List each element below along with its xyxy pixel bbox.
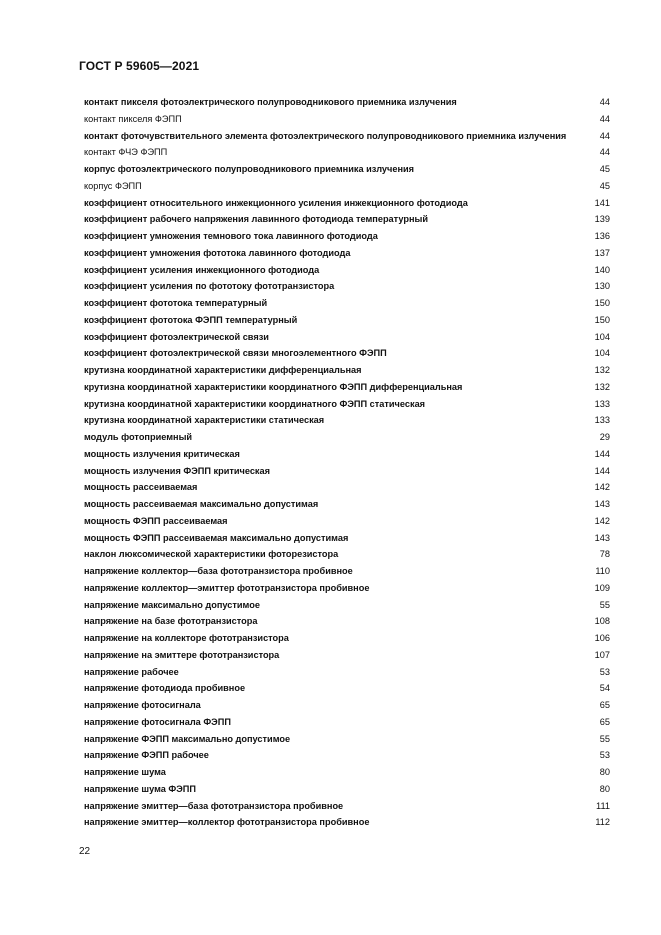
index-page-number: 139 <box>594 214 610 225</box>
index-page-number: 44 <box>599 147 610 158</box>
index-entry <box>84 144 610 161</box>
index-page-number: 45 <box>599 180 610 191</box>
index-entry <box>84 530 610 547</box>
index-page-number: 80 <box>599 767 610 777</box>
index-term: напряжение эмиттер—коллектор фототранзистора пробивное <box>84 817 370 828</box>
index-term: контакт пикселя ФЭПП <box>84 113 182 124</box>
index-entry <box>84 161 610 178</box>
index-term: крутизна координатной характеристики дифференциальная <box>84 365 362 375</box>
index-page-number: 136 <box>594 231 610 241</box>
index-term: напряжение фотосигнала ФЭПП <box>84 716 231 727</box>
index-page-number: 53 <box>599 750 610 761</box>
index-page-number: 55 <box>599 599 610 610</box>
index-entry <box>84 714 610 731</box>
index-page-number: 130 <box>594 281 610 292</box>
index-entry <box>84 563 610 580</box>
index-page-number: 65 <box>599 716 610 727</box>
index-term: мощность рассеиваемая максимально допустимая <box>84 499 319 509</box>
index-term: напряжение коллектор—эмиттер фототранзистора пробивное <box>84 582 370 593</box>
index-entry <box>84 630 610 647</box>
index-term: контакт пикселя фотоэлектрического полупроводникового приемника излучения <box>84 97 457 107</box>
index-entry <box>84 262 610 279</box>
index-entry <box>84 814 610 831</box>
index-page-number: 144 <box>594 465 610 476</box>
index-entry <box>84 195 610 212</box>
index-page-number: 133 <box>594 415 610 426</box>
index-page-number: 107 <box>594 649 610 660</box>
index-term: напряжение шума <box>84 767 166 777</box>
index-page-number: 150 <box>594 314 610 325</box>
index-page-number: 137 <box>594 247 610 258</box>
index-term: напряжение рабочее <box>84 666 179 677</box>
index-term: напряжение на базе фототранзистора <box>84 616 258 627</box>
index-term: коэффициент умножения темнового тока лавинного фотодиода <box>84 231 378 241</box>
index-term: напряжение ФЭПП максимально допустимое <box>84 733 291 744</box>
index-page-number: 29 <box>599 432 610 442</box>
index-term: модуль фотоприемный <box>84 432 193 442</box>
index-term: коэффициент рабочего напряжения лавинного фотодиода температурный <box>84 214 429 225</box>
index-page-number: 65 <box>599 700 610 710</box>
index-entry <box>84 245 610 262</box>
index-term: мощность излучения ФЭПП критическая <box>84 465 271 476</box>
index-page-number: 80 <box>599 783 610 794</box>
index-page-number: 112 <box>595 817 610 828</box>
index-page-number: 132 <box>594 381 610 392</box>
index-entry <box>84 781 610 798</box>
index-term: коэффициент фотоэлектрической связи <box>84 331 269 342</box>
index-entry <box>84 496 610 513</box>
index-term: напряжение фотодиода пробивное <box>84 683 246 694</box>
index-term: мощность ФЭПП рассеиваемая <box>84 515 228 526</box>
index-page-number: 78 <box>599 549 610 560</box>
index-entry <box>84 178 610 195</box>
index-list <box>84 94 610 831</box>
index-term: коэффициент фототока ФЭПП температурный <box>84 314 298 325</box>
page-header: ГОСТ Р 59605—2021 <box>79 59 200 73</box>
index-page-number: 133 <box>594 398 610 409</box>
index-term: коэффициент фотоэлектрической связи многоэлементного ФЭПП <box>84 348 387 359</box>
index-entry <box>84 764 610 781</box>
index-term: мощность ФЭПП рассеиваемая максимально допустимая <box>84 532 349 543</box>
index-page-number: 44 <box>599 97 610 107</box>
index-term: контакт ФЧЭ ФЭПП <box>84 147 168 158</box>
index-entry <box>84 228 610 245</box>
index-term: крутизна координатной характеристики статическая <box>84 415 325 426</box>
index-page-number: 53 <box>599 666 610 677</box>
index-entry <box>84 613 610 630</box>
index-term: напряжение фотосигнала <box>84 700 201 710</box>
index-term: наклон люксомической характеристики фоторезистора <box>84 549 339 560</box>
index-term: крутизна координатной характеристики координатного ФЭПП статическая <box>84 398 426 409</box>
index-page-number: 55 <box>599 733 610 744</box>
index-page-number: 132 <box>594 365 610 375</box>
index-term: напряжение эмиттер—база фототранзистора пробивное <box>84 800 344 811</box>
index-term: контакт фоточувствительного элемента фотоэлектрического полупроводникового приемника излучения <box>84 130 567 141</box>
index-page-number: 142 <box>594 482 610 493</box>
page-number: 22 <box>79 846 91 857</box>
index-entry <box>84 278 610 295</box>
index-entry <box>84 664 610 681</box>
index-entry <box>84 412 610 429</box>
index-page-number: 142 <box>594 515 610 526</box>
index-term: коэффициент фототока температурный <box>84 298 268 308</box>
index-term: напряжение максимально допустимое <box>84 599 260 610</box>
index-entry <box>84 580 610 597</box>
index-entry <box>84 362 610 379</box>
index-page-number: 104 <box>594 348 610 359</box>
index-term: мощность излучения критическая <box>84 448 240 459</box>
index-entry <box>84 211 610 228</box>
index-entry <box>84 731 610 748</box>
index-entry <box>84 513 610 530</box>
index-entry <box>84 697 610 714</box>
index-entry <box>84 647 610 664</box>
index-term: напряжение ФЭПП рабочее <box>84 750 209 761</box>
index-entry <box>84 94 610 111</box>
index-entry <box>84 128 610 145</box>
index-entry <box>84 463 610 480</box>
index-entry <box>84 479 610 496</box>
index-term: коэффициент усиления инжекционного фотодиода <box>84 264 320 275</box>
index-term: напряжение на эмиттере фототранзистора <box>84 649 280 660</box>
index-page-number: 143 <box>594 532 610 543</box>
index-term: напряжение шума ФЭПП <box>84 783 196 794</box>
index-page-number: 106 <box>594 633 610 643</box>
index-entry <box>84 680 610 697</box>
index-page-number: 150 <box>594 298 610 308</box>
index-term: напряжение коллектор—база фототранзистора пробивное <box>84 566 353 576</box>
index-page-number: 144 <box>594 448 610 459</box>
index-page-number: 54 <box>599 683 610 694</box>
index-entry <box>84 798 610 815</box>
index-page-number: 109 <box>594 582 610 593</box>
index-page-number: 143 <box>594 499 610 509</box>
index-entry <box>84 396 610 413</box>
index-page-number: 111 <box>596 800 610 811</box>
index-entry <box>84 747 610 764</box>
index-page-number: 140 <box>594 264 610 275</box>
index-term: коэффициент умножения фототока лавинного фотодиода <box>84 247 351 258</box>
index-term: коэффициент относительного инжекционного усиления инжекционного фотодиода <box>84 197 468 208</box>
index-page-number: 108 <box>594 616 610 627</box>
index-term: коэффициент усиления по фототоку фототранзистора <box>84 281 335 292</box>
index-page-number: 44 <box>599 113 610 124</box>
index-entry <box>84 379 610 396</box>
index-term: корпус фотоэлектрического полупроводникового приемника излучения <box>84 164 415 174</box>
index-page-number: 44 <box>599 130 610 141</box>
index-term: мощность рассеиваемая <box>84 482 198 493</box>
index-entry <box>84 597 610 614</box>
index-entry <box>84 446 610 463</box>
index-entry <box>84 345 610 362</box>
index-entry <box>84 295 610 312</box>
index-term: корпус ФЭПП <box>84 180 142 191</box>
index-page-number: 110 <box>595 566 610 576</box>
index-page-number: 104 <box>594 331 610 342</box>
index-entry <box>84 429 610 446</box>
index-page-number: 141 <box>594 197 610 208</box>
index-page-number: 45 <box>599 164 610 174</box>
index-entry <box>84 329 610 346</box>
index-term: крутизна координатной характеристики координатного ФЭПП дифференциальная <box>84 381 463 392</box>
index-entry <box>84 546 610 563</box>
index-term: напряжение на коллекторе фототранзистора <box>84 633 289 643</box>
index-entry <box>84 312 610 329</box>
index-entry <box>84 111 610 128</box>
